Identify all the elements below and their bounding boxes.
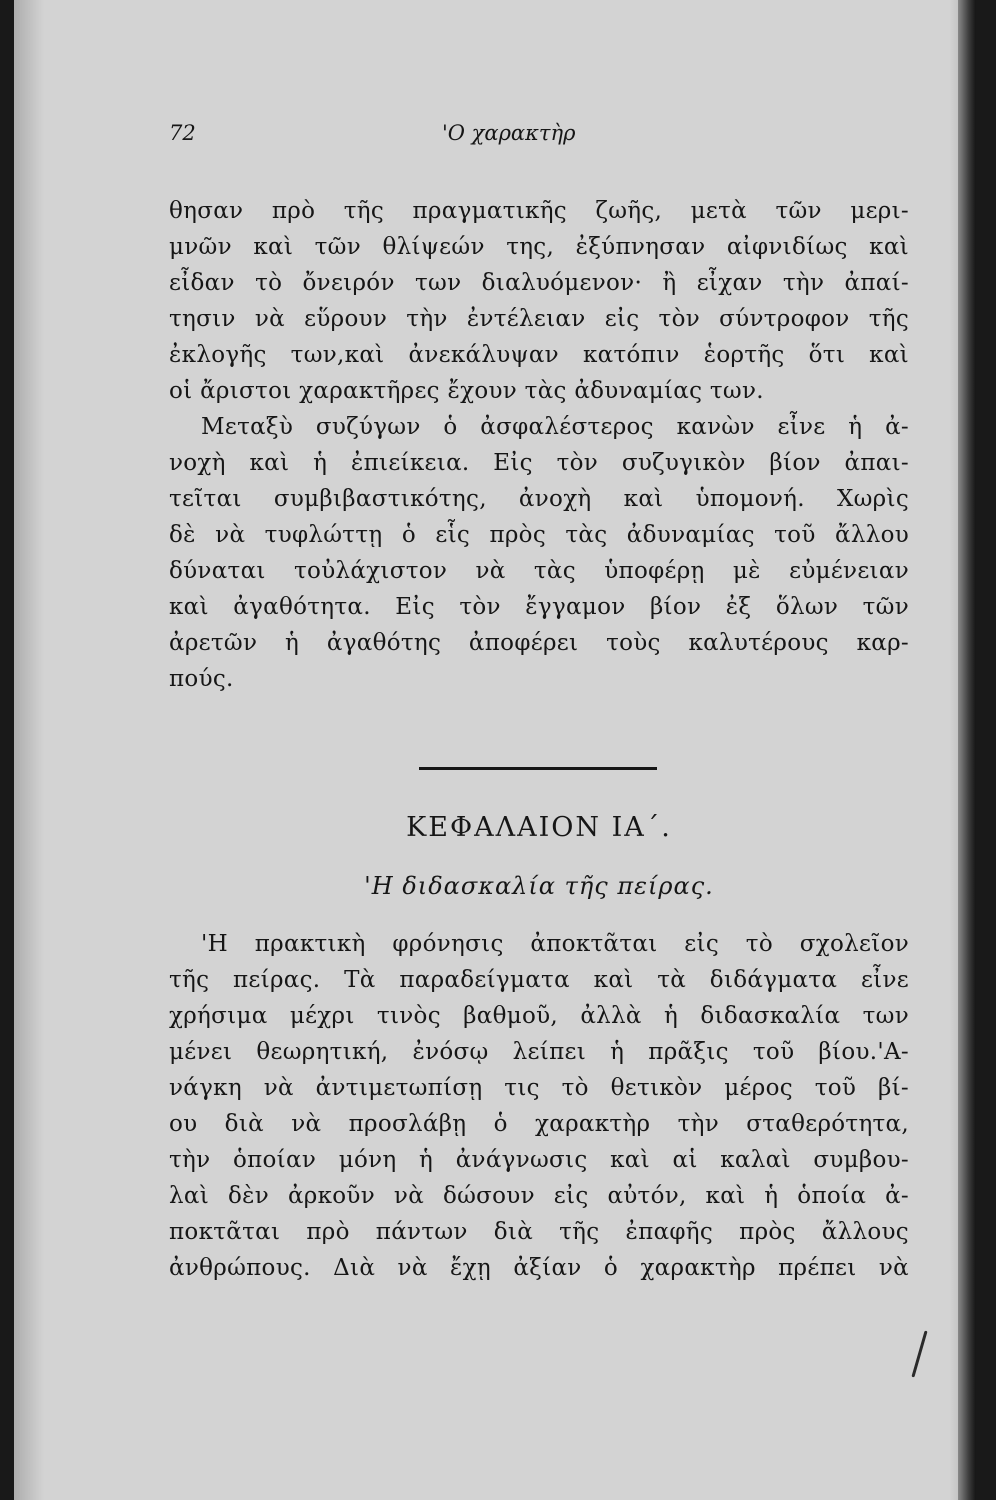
text-line: μένει θεωρητική, ἐνόσῳ λείπει ἡ πρᾶξις τοῦ βίου.'Α- — [169, 1039, 909, 1065]
running-title: 'Ο χαρακτὴρ — [442, 121, 576, 145]
page-number: 72 — [169, 121, 196, 145]
text-line: ἐκλογῆς των,καὶ ἀνεκάλυψαν κατόπιν ἑορτῆς ὅτι καὶ — [169, 342, 909, 368]
book-page — [14, 0, 976, 1500]
text-line: χρήσιμα μέχρι τινὸς βαθμοῦ, ἀλλὰ ἡ διδασκαλία των — [169, 1003, 909, 1029]
text-line: ἀρετῶν ἡ ἀγαθότης ἀποφέρει τοὺς καλυτέρους καρ- — [169, 630, 909, 656]
text-line: νάγκη νὰ ἀντιμετωπίσῃ τις τὸ θετικὸν μέρος τοῦ βί- — [169, 1075, 909, 1101]
text-line: τῆς πείρας. Τὰ παραδείγματα καὶ τὰ διδάγματα εἶνε — [169, 967, 909, 993]
section-divider — [419, 767, 657, 770]
paragraphs-before-chapter — [169, 193, 909, 697]
text-line: δύναται τοὐλάχιστον νὰ τὰς ὑποφέρῃ μὲ εὐμένειαν — [169, 558, 909, 584]
running-head — [169, 121, 909, 151]
text-line: μνῶν καὶ τῶν θλίψεών της, ἐξύπνησαν αἰφνιδίως καὶ — [169, 234, 909, 260]
chapter-heading: ΚΕΦΑΛΑΙΟΝ ΙΑ΄. — [406, 812, 672, 843]
text-line: εἶδαν τὸ ὄνειρόν των διαλυόμενον· ἢ εἶχαν τὴν ἀπαί- — [169, 270, 909, 296]
page-gutter-shadow — [958, 0, 976, 1500]
text-line: λαὶ δὲν ἀρκοῦν νὰ δώσουν εἰς αὐτόν, καὶ ἡ ὁποία ἀ- — [169, 1183, 909, 1209]
text-line: τὴν ὁποίαν μόνη ἡ ἀνάγνωσις καὶ αἱ καλαὶ συμβου- — [169, 1147, 909, 1173]
text-line: τεῖται συμβιβαστικότης, ἀνοχὴ καὶ ὑπομονή. Χωρὶς — [169, 486, 909, 512]
text-line: νοχὴ καὶ ἡ ἐπιείκεια. Εἰς τὸν συζυγικὸν βίον ἀπαι- — [169, 450, 909, 476]
text-line: πούς. — [169, 666, 234, 692]
paragraphs-after-chapter — [169, 926, 909, 1286]
text-line: θησαν πρὸ τῆς πραγματικῆς ζωῆς, μετὰ τῶν μερι- — [169, 198, 909, 224]
text-line: οἱ ἄριστοι χαρακτῆρες ἔχουν τὰς ἀδυναμίας των. — [169, 378, 764, 404]
text-line: Μεταξὺ συζύγων ὁ ἀσφαλέστερος κανὼν εἶνε ἡ ἀ- — [201, 414, 909, 440]
text-line: τησιν νὰ εὕρουν τὴν ἐντέλειαν εἰς τὸν σύντροφον τῆς — [169, 306, 909, 332]
text-line: 'Η πρακτικὴ φρόνησις ἀποκτᾶται εἰς τὸ σχολεῖον — [201, 931, 909, 957]
section-title: 'Η διδασκαλία τῆς πείρας. — [364, 872, 714, 900]
text-line: καὶ ἀγαθότητα. Εἰς τὸν ἔγγαμον βίον ἐξ ὅλων τῶν — [169, 594, 909, 620]
text-line: ποκτᾶται πρὸ πάντων διὰ τῆς ἐπαφῆς πρὸς ἄλλους — [169, 1219, 909, 1245]
text-line: ου διὰ νὰ προσλάβῃ ὁ χαρακτὴρ τὴν σταθερότητα, — [169, 1111, 909, 1137]
text-line: ἀνθρώπους. Διὰ νὰ ἔχῃ ἀξίαν ὁ χαρακτὴρ πρέπει νὰ — [169, 1255, 909, 1281]
text-line: δὲ νὰ τυφλώττῃ ὁ εἷς πρὸς τὰς ἀδυναμίας τοῦ ἄλλου — [169, 522, 909, 548]
pencil-mark — [911, 1331, 927, 1378]
